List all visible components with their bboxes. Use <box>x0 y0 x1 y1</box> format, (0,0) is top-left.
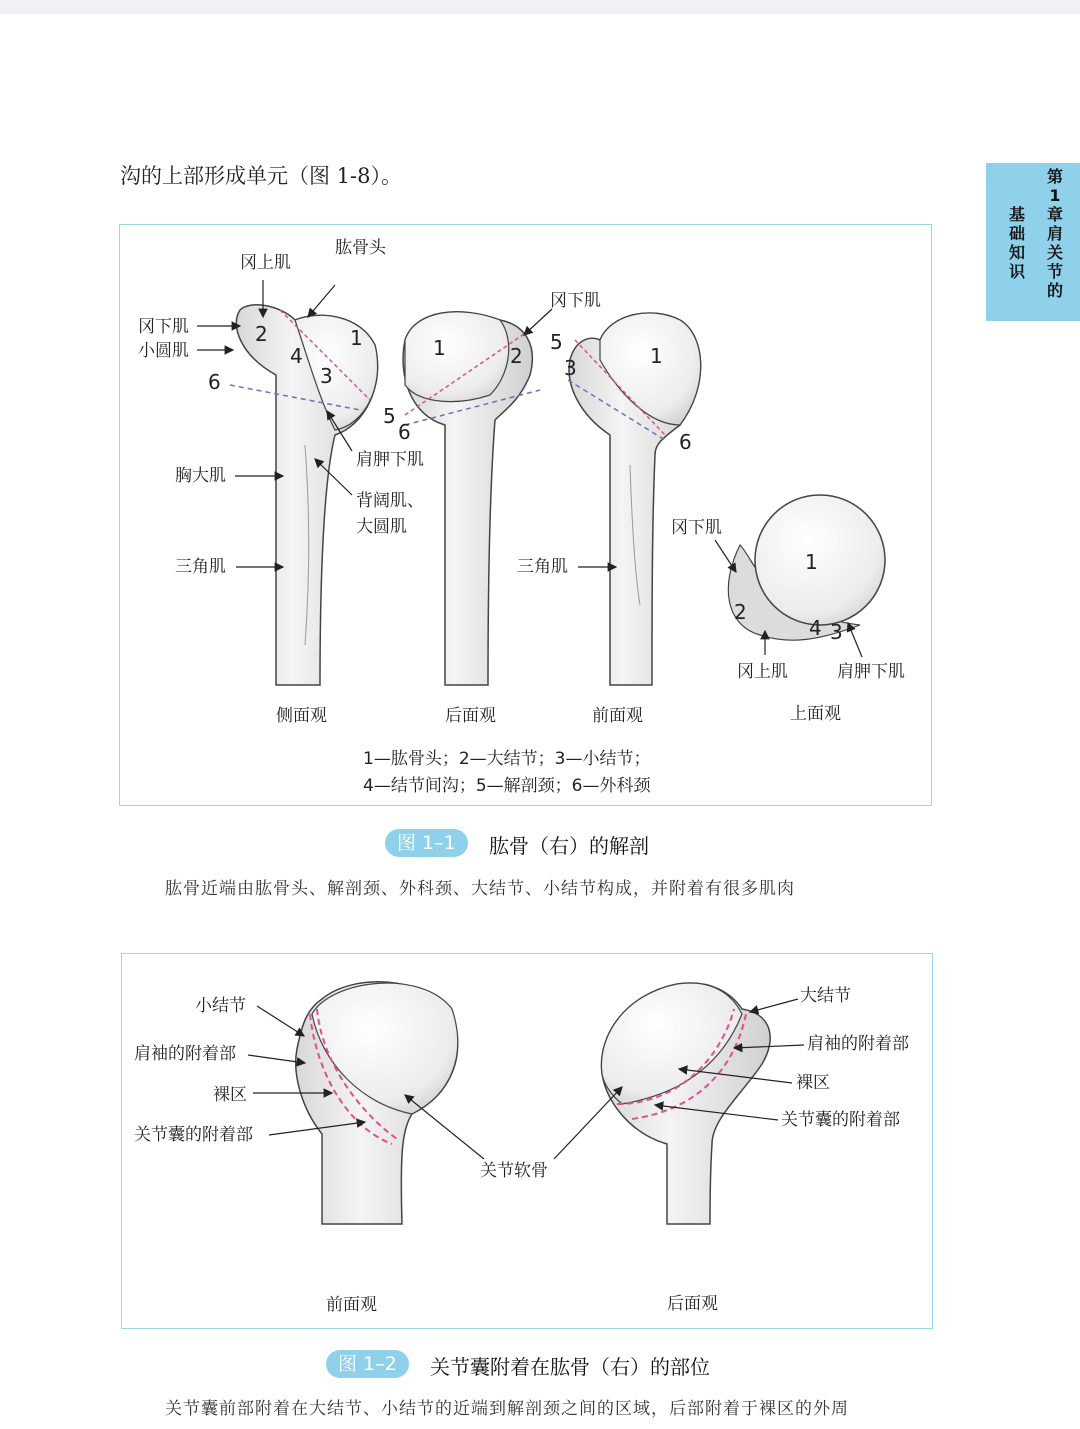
label-bare-area-anterior: 裸区 <box>213 1085 247 1105</box>
chapter-tab-number-char: 章 <box>1046 205 1063 224</box>
num-greater-tubercle-lateral: 2 <box>255 322 268 346</box>
chapter-tab-number-char: 1 <box>1049 186 1061 205</box>
label-capsule-posterior: 关节囊的附着部 <box>781 1110 900 1130</box>
label-infraspinatus-posterior: 冈下肌 <box>550 291 601 311</box>
capsule-posterior-humerus <box>601 983 770 1224</box>
num-head-superior: 1 <box>805 550 818 574</box>
capsule-anterior-humerus <box>296 982 458 1224</box>
num-head-posterior: 1 <box>433 336 446 360</box>
num-head-lateral: 1 <box>350 326 363 350</box>
label-supraspinatus-lateral: 冈上肌 <box>240 253 291 273</box>
label-teres-minor: 小圆肌 <box>138 341 189 361</box>
num-greater-tubercle-superior: 2 <box>734 600 747 624</box>
figure-1-caption: 肱骨近端由肱骨头、解剖颈、外科颈、大结节、小结节构成，并附着有很多肌肉 <box>165 879 795 899</box>
chapter-tab-title-char: 识 <box>1008 262 1025 281</box>
label-infraspinatus-lateral: 冈下肌 <box>138 317 189 337</box>
label-pectoralis-major: 胸大肌 <box>175 466 226 486</box>
num-surgical-neck-posterior: 6 <box>398 420 411 444</box>
chapter-tab-title-char: 基 <box>1008 205 1025 224</box>
view-posterior: 后面观 <box>445 706 496 726</box>
label-humeral-head: 肱骨头 <box>335 238 386 258</box>
num-surgical-neck-lateral: 6 <box>208 370 221 394</box>
num-lesser-tubercle-anterior: 3 <box>564 356 577 380</box>
anterior-humerus <box>568 313 701 685</box>
figure-1-tag: 图 1–1 <box>385 829 468 857</box>
label-latissimus: 背阔肌、 <box>356 491 424 511</box>
figure-2-title: 关节囊附着在肱骨（右）的部位 <box>430 1355 710 1379</box>
label-greater-tubercle: 大结节 <box>800 986 851 1006</box>
num-anatomical-neck-posterior: 5 <box>383 404 396 428</box>
view-anterior: 前面观 <box>592 706 643 726</box>
num-groove-superior: 4 <box>809 616 822 640</box>
view-superior: 上面观 <box>790 704 841 724</box>
label-infraspinatus-superior: 冈下肌 <box>671 518 722 538</box>
label-subscapularis-superior: 肩胛下肌 <box>837 662 905 682</box>
num-groove-lateral: 4 <box>290 344 303 368</box>
top-band <box>0 0 1080 14</box>
chapter-tab <box>986 163 1080 321</box>
label-deltoid-anterior: 三角肌 <box>517 557 568 577</box>
chapter-tab-number-char: 节 <box>1046 262 1063 281</box>
label-lesser-tubercle: 小结节 <box>195 996 246 1016</box>
legend-line-1: 1—肱骨头；2—大结节；3—小结节； <box>363 749 651 769</box>
view-anterior-2: 前面观 <box>326 1295 377 1315</box>
chapter-tab-number-char: 关 <box>1046 243 1063 262</box>
view-lateral: 侧面观 <box>276 706 327 726</box>
label-teres-major: 大圆肌 <box>356 517 407 537</box>
num-greater-tubercle-posterior: 2 <box>510 344 523 368</box>
chapter-tab-number <box>1044 167 1066 300</box>
label-rotator-cuff-anterior: 肩袖的附着部 <box>134 1044 236 1064</box>
chapter-tab-title-char: 知 <box>1008 243 1025 262</box>
label-articular-cartilage: 关节软骨 <box>480 1161 548 1181</box>
label-supraspinatus-superior: 冈上肌 <box>737 662 788 682</box>
chapter-tab-number-char: 的 <box>1046 281 1063 300</box>
label-deltoid-lateral: 三角肌 <box>175 557 226 577</box>
chapter-tab-title <box>1006 205 1028 281</box>
num-lesser-tubercle-lateral: 3 <box>320 364 333 388</box>
num-head-anterior: 1 <box>650 344 663 368</box>
chapter-tab-title-char: 础 <box>1008 224 1025 243</box>
figure-2-caption: 关节囊前部附着在大结节、小结节的近端到解剖颈之间的区域，后部附着于裸区的外周 <box>165 1399 849 1419</box>
figure-1-frame <box>119 224 932 806</box>
intro-text: 沟的上部形成单元（图 1-8）。 <box>120 164 402 188</box>
figure-2-frame <box>121 953 933 1329</box>
num-anatomical-neck-anterior: 5 <box>550 330 563 354</box>
chapter-tab-number-char: 肩 <box>1046 224 1063 243</box>
figure-1-title: 肱骨（右）的解剖 <box>489 834 649 858</box>
figure-2-tag: 图 1–2 <box>326 1350 409 1378</box>
view-posterior-2: 后面观 <box>667 1294 718 1314</box>
num-lesser-tubercle-superior: 3 <box>830 620 843 644</box>
label-capsule-anterior: 关节囊的附着部 <box>134 1125 253 1145</box>
num-surgical-neck-anterior: 6 <box>679 430 692 454</box>
label-subscapularis-lateral: 肩胛下肌 <box>356 450 424 470</box>
legend-line-2: 4—结节间沟；5—解剖颈；6—外科颈 <box>363 776 651 796</box>
chapter-tab-number-char: 第 <box>1046 167 1063 186</box>
label-bare-area-posterior: 裸区 <box>796 1073 830 1093</box>
label-rotator-cuff-posterior: 肩袖的附着部 <box>807 1034 909 1054</box>
